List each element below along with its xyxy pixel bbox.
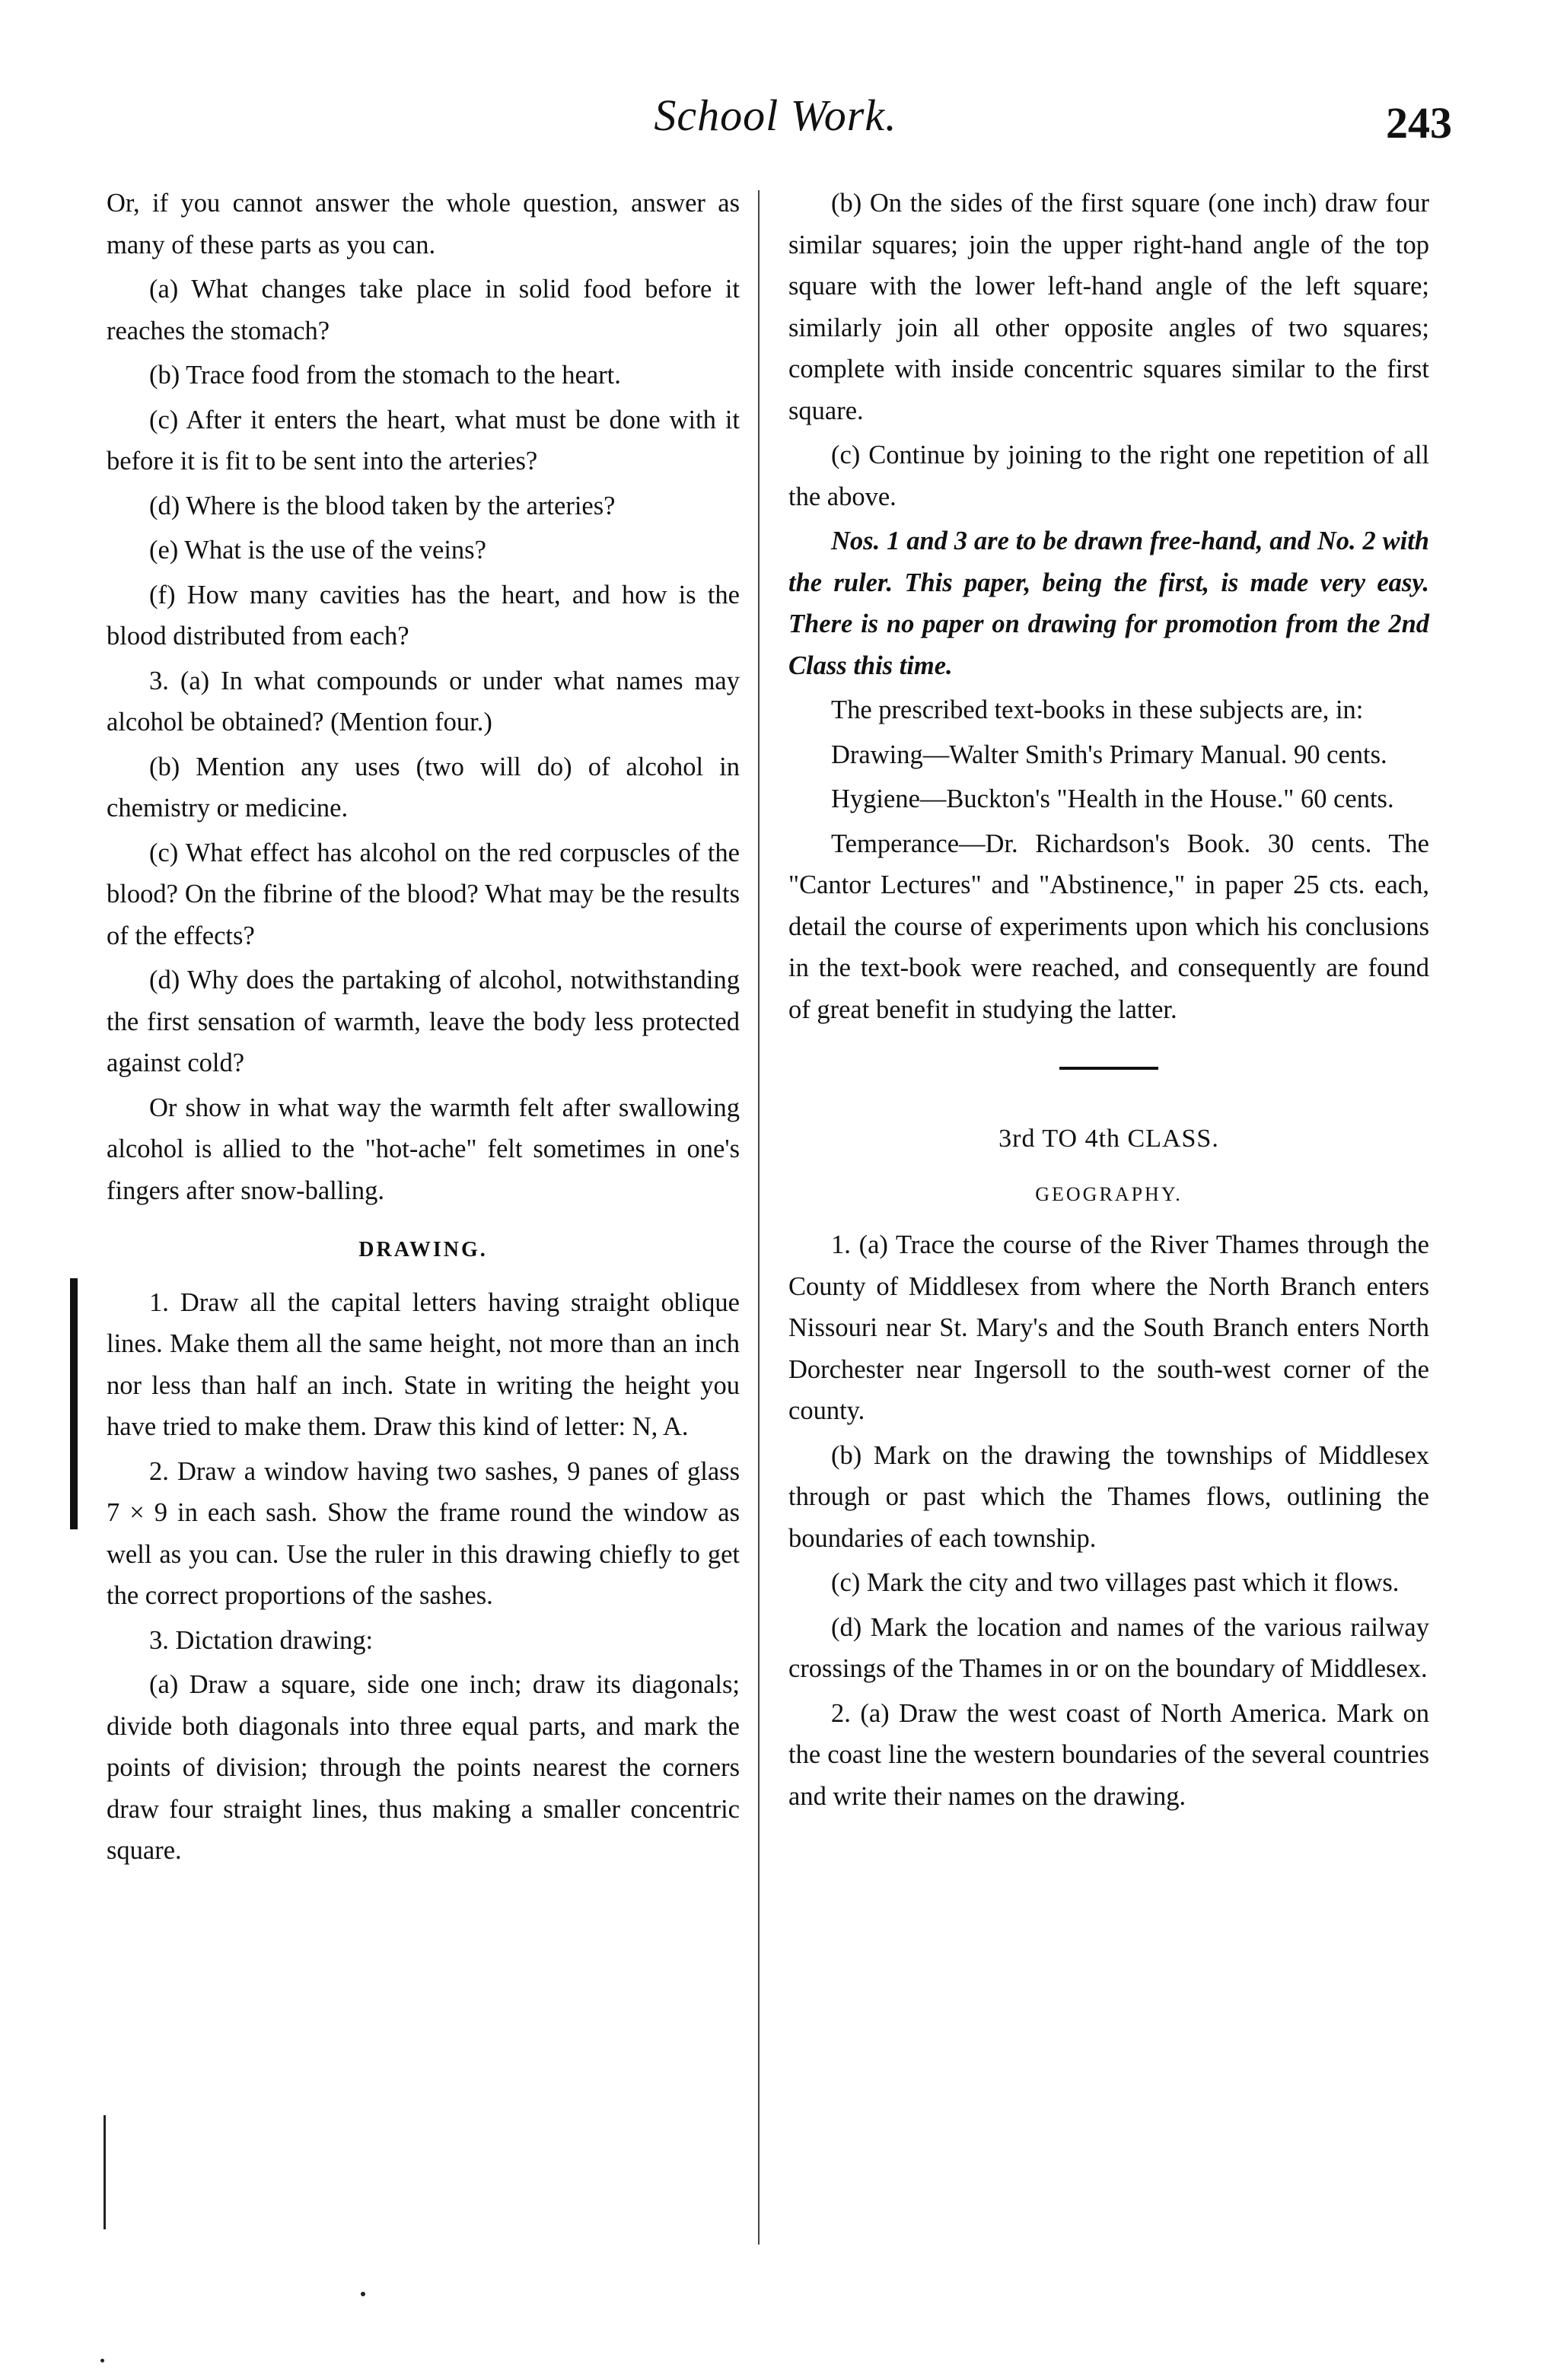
paragraph: (a) Draw a square, side one inch; draw its diagonals; divide both diagonals into three equal parts, and mark the points of division; through the points nearest the corners draw four straight lines, thus making a smaller concentric square.: [107, 1670, 740, 1865]
drawing-heading: DRAWING.: [358, 1238, 488, 1262]
section-rule: [1059, 1067, 1158, 1070]
paragraph: (b) Mention any uses (two will do) of alcohol in chemistry or medicine.: [107, 752, 740, 822]
paragraph: (a) What changes take place in solid food before it reaches the stomach?: [107, 275, 740, 345]
running-head: School Work.: [654, 91, 897, 140]
column-divider: [758, 190, 760, 2245]
paragraph: 3. Dictation drawing:: [149, 1625, 374, 1655]
margin-bar: [70, 1278, 78, 1529]
paragraph: (c) Mark the city and two villages past which it flows.: [831, 1568, 1400, 1597]
right-column: [788, 183, 1429, 1817]
paragraph: 1. Draw all the capital letters having straight oblique lines. Make them all the same height, not more than an inch nor less than half an inch. State in writing the height you have tried to make them. Draw this kind of letter: N, A.: [107, 1287, 740, 1441]
geography-heading: GEOGRAPHY.: [1035, 1182, 1183, 1205]
textbook-entry: Temperance—Dr. Richardson's Book. 30 cents. The "Cantor Lectures" and "Abstinence," in paper 25 cts. each, detail the course of experiments upon which his conclusions in the text-book were reached, and consequently are found of great benefit in studying the latter.: [788, 829, 1429, 1024]
paragraph: 3. (a) In what compounds or under what names may alcohol be obtained? (Mention four.): [107, 666, 740, 737]
paragraph: (b) Trace food from the stomach to the heart.: [149, 361, 621, 390]
margin-mark: [100, 2359, 104, 2362]
margin-mark: [104, 2115, 106, 2229]
paragraph: Or, if you cannot answer the whole question, answer as many of these parts as you can.: [107, 189, 740, 259]
paragraph: 1. (a) Trace the course of the River Thames through the County of Middlesex from where the North Branch enters Nissouri near St. Mary's and the South Branch enters North Dorchester near Ingersoll to the south-west corner of the county.: [788, 1230, 1429, 1425]
paragraph: (c) Continue by joining to the right one repetition of all the above.: [788, 441, 1429, 511]
paragraph: The prescribed text-books in these subjects are, in:: [831, 695, 1364, 724]
paragraph: (c) After it enters the heart, what must be done with it before it is fit to be sent into the arteries?: [107, 405, 740, 476]
left-column: [107, 183, 740, 1872]
paragraph: (d) Why does the partaking of alcohol, notwithstanding the first sensation of warmth, leave the body less protected against cold?: [107, 966, 740, 1077]
textbook-entry: Hygiene—Buckton's "Health in the House." 60 cents.: [831, 784, 1394, 813]
paragraph: Or show in what way the warmth felt after swallowing alcohol is allied to the "hot-ache" felt sometimes in one's fingers after snow-balling.: [107, 1093, 740, 1205]
page-number: 243: [1386, 98, 1452, 148]
class-heading: 3rd TO 4th CLASS.: [998, 1125, 1219, 1153]
margin-mark: [361, 2292, 365, 2296]
paragraph: (c) What effect has alcohol on the red corpuscles of the blood? On the fibrine of the blood? What may be the results of the effects?: [107, 838, 740, 950]
paragraph: 2. (a) Draw the west coast of North America. Mark on the coast line the western boundaries of the several countries and write their names on the drawing.: [788, 1698, 1429, 1811]
textbook-entry: Drawing—Walter Smith's Primary Manual. 90 cents.: [831, 740, 1387, 769]
paragraph: 2. Draw a window having two sashes, 9 panes of glass 7 × 9 in each sash. Show the frame round the window as well as you can. Use the ruler in this drawing chiefly to get the correct proportions of the sashes.: [107, 1456, 740, 1610]
paragraph: (e) What is the use of the veins?: [149, 536, 486, 565]
paragraph: (d) Mark the location and names of the various railway crossings of the Thames in or on the boundary of Middlesex.: [788, 1612, 1429, 1683]
paragraph: (f) How many cavities has the heart, and how is the blood distributed from each?: [107, 580, 740, 651]
paragraph: (d) Where is the blood taken by the arteries?: [149, 491, 616, 520]
note: Nos. 1 and 3 are to be drawn free-hand, and No. 2 with the ruler. This paper, being the first, is made very easy. There is no paper on drawing for promotion from the 2nd Class this time.: [788, 527, 1429, 680]
paragraph: (b) Mark on the drawing the townships of Middlesex through or past which the Thames flows, outlining the boundaries of each township.: [788, 1440, 1429, 1553]
paragraph: (b) On the sides of the first square (one inch) draw four similar squares; join the upper right-hand angle of the top square with the lower left-hand angle of the left square; similarly join all other opposite angles of two squares; complete with inside concentric squares similar to the first square.: [788, 189, 1429, 425]
